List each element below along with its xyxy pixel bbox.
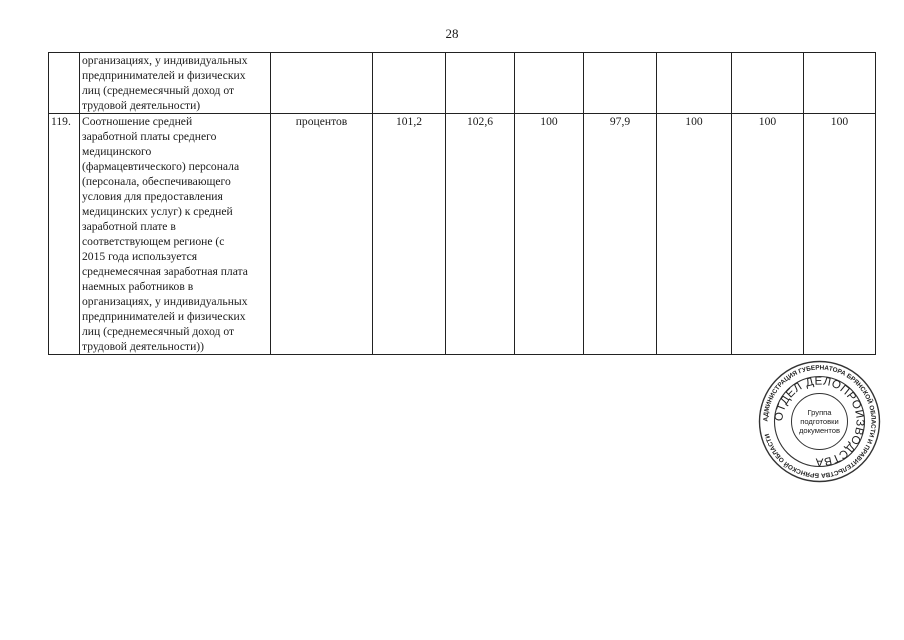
value-cell: 100 — [732, 114, 804, 355]
name-line: среднемесячная заработная плата — [82, 265, 248, 278]
name-line: организациях, у индивидуальных — [82, 295, 248, 308]
name-line: медицинского — [82, 145, 152, 158]
name-line: условия для предоставления — [82, 190, 223, 203]
name-line: медицинских услуг) к средней — [82, 205, 233, 218]
name-line: организациях, у индивидуальных — [82, 54, 248, 67]
stamp-center-line: Группа — [807, 408, 832, 417]
value-cell — [804, 53, 876, 114]
stamp-center-line: подготовки — [800, 417, 839, 426]
value-cell — [446, 53, 515, 114]
name-line: наемных работников в — [82, 280, 194, 293]
value-cell: 100 — [804, 114, 876, 355]
name-line: Соотношение средней — [82, 115, 193, 128]
name-line: трудовой деятельности)) — [82, 340, 205, 353]
value-cell: 100 — [515, 114, 584, 355]
indicator-name-cell — [80, 114, 271, 355]
stamp-center-line: документов — [798, 426, 841, 435]
value-cell — [515, 53, 584, 114]
value-cell: 100 — [657, 114, 732, 355]
name-line: предпринимателей и физических — [82, 69, 246, 82]
value-cell — [732, 53, 804, 114]
name-line: лиц (среднемесячный доход от — [82, 325, 235, 338]
name-line: заработной плате в — [82, 220, 176, 233]
row-number-cell — [49, 53, 80, 114]
value-cell: 102,6 — [446, 114, 515, 355]
unit-cell: процентов — [271, 114, 373, 355]
name-line: 2015 года используется — [82, 250, 198, 263]
value-cell: 101,2 — [373, 114, 446, 355]
table-row-119 — [49, 114, 876, 355]
page-number: 28 — [445, 26, 459, 41]
name-line: (фармацевтического) персонала — [82, 160, 240, 173]
name-line: предпринимателей и физических — [82, 310, 246, 323]
name-line: заработной платы среднего — [82, 130, 217, 143]
value-cell — [657, 53, 732, 114]
stamp-outer-text: АДМИНИСТРАЦИЯ ГУБЕРНАТОРА БРЯНСКОЙ ОБЛАСТИ И ПРАВИТЕЛЬСТВА БРЯНСКОЙ ОБЛАСТИ — [762, 364, 877, 479]
name-line: соответствующем регионе (с — [82, 235, 225, 248]
value-cell: 97,9 — [584, 114, 657, 355]
indicator-table — [48, 52, 876, 355]
row-number-cell: 119. — [49, 114, 80, 355]
office-stamp — [758, 360, 881, 483]
stamp-inner-text: ОТДЕЛ ДЕЛОПРОИЗВОДСТВА — [773, 375, 866, 468]
unit-cell — [271, 53, 373, 114]
name-line: трудовой деятельности) — [82, 99, 201, 112]
name-line: (персонала, обеспечивающего — [82, 175, 231, 188]
value-cell — [584, 53, 657, 114]
indicator-name-cell — [80, 53, 271, 114]
name-line: лиц (среднемесячный доход от — [82, 84, 235, 97]
value-cell — [373, 53, 446, 114]
table-row-continuation — [49, 53, 876, 114]
